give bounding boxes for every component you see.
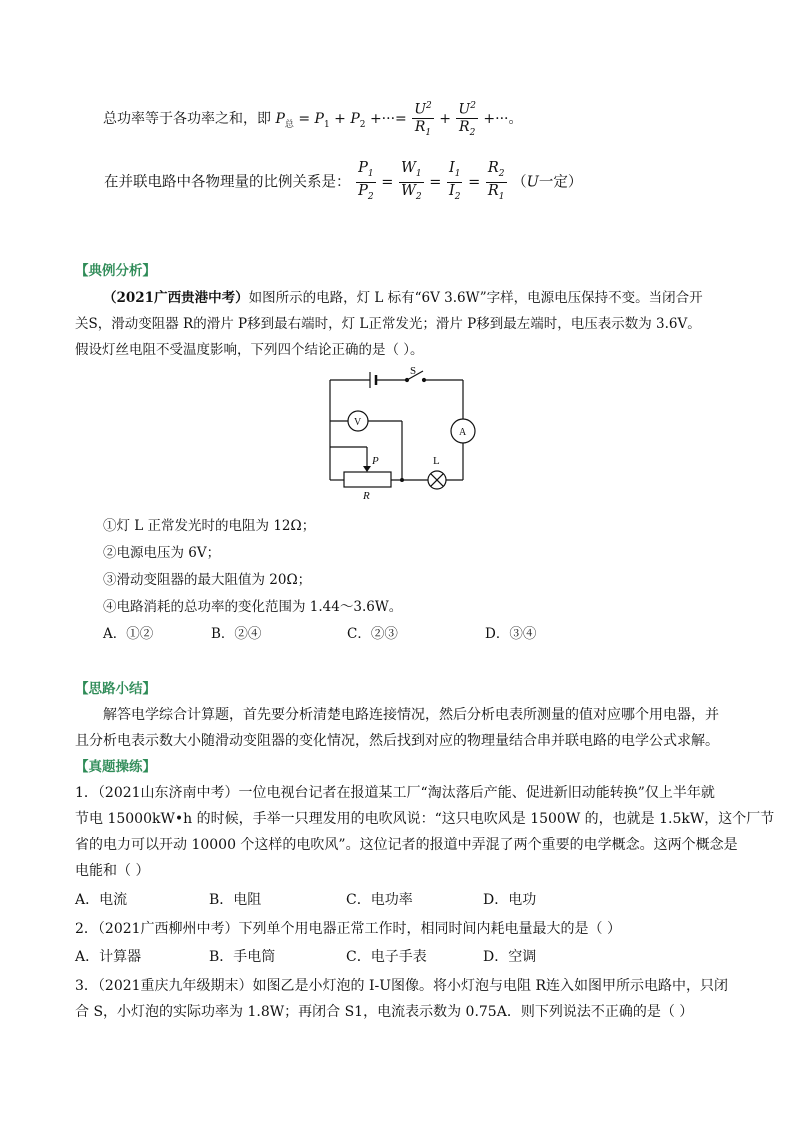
rheostat-label: R [363,490,370,502]
example-options [103,622,583,642]
q1-option-d: D．电功 [483,892,537,908]
q1-option-a: A．电流 [75,892,128,908]
q2-option-b: B．手电筒 [209,949,276,965]
q3-line-1: 3．（2021重庆九年级期末）如图乙是小灯泡的 I-U图像。将小灯泡与电阻 R连入如图甲所示电路中，只闭 [75,978,729,994]
summary-line-2: 且分析电表示数大小随滑动变阻器的变化情况，然后找到对应的物理量结合串并联电路的电学公式求解。 [75,733,719,749]
fraction-u2-over-r1: $\frac{U^2}{R_1}$ [412,98,434,140]
q1-options [75,889,595,909]
power-sum-formula: 总功率等于各功率之和，即 $P_总 = P_1 + P_2$ +···= $\frac{U^2}{R_1}$ + $\frac{U^2}{R_2}$ +···。 [103,98,522,140]
q1-option-b: B．电阻 [209,892,262,908]
example-line-1: （2021广西贵港中考）如图所示的电路，灯 L 标有“6V 3.6W”字样，电源电压保持不变。当闭合开 [103,290,703,306]
circuit-diagram [320,362,500,502]
switch-label: S [410,365,417,377]
fraction-u2-over-r2: $\frac{U^2}{R_2}$ [456,98,478,140]
lamp-label: L [433,455,440,467]
example-option-a: A．①② [103,626,154,642]
formula-lead-text: 在并联电路中各物理量的比例关系是： [104,174,351,191]
ammeter-label: A [459,427,467,438]
fraction-i1-i2: $\frac{I_1}{I_2}$ [449,160,461,202]
q2-line-1: 2．（2021广西柳州中考）下列单个用电器正常工作时，相同时间内耗电量最大的是（ ） [75,921,621,937]
q2-option-a: A．计算器 [75,949,142,965]
example-option-d: D．③④ [485,626,537,642]
example-line-2: 关S，滑动变阻器 R的滑片 P移到最右端时，灯 L正常发光；滑片 P移到最左端时，电压表示数为 3.6V。 [75,316,701,332]
voltmeter-label: V [354,417,362,428]
fraction-r2-r1: $\frac{R_2}{R_1}$ [487,160,505,202]
q2-option-c: C．电子手表 [346,949,427,965]
q1-line-2: 节电 15000kW•h 的时候，手举一只理发用的电吹风说：“这只电吹风是 1500W 的，也就是 1.5kW，这个厂节 [75,811,775,827]
q3-line-2: 合 S，小灯泡的实际功率为 1.8W；再闭合 S1，电流表示数为 0.75A．则下列说法不正确的是（ ） [75,1004,694,1020]
fraction-p1-p2: $\frac{P_1}{P_2}$ [358,160,374,202]
practice-heading: 【真题操练】 [75,759,156,775]
example-option-c: C．②③ [347,626,398,642]
statement-1: ①灯 L 正常发光时的电阻为 12Ω； [103,518,316,534]
formula-lead-text: 总功率等于各功率之和，即 [103,111,271,128]
example-heading: 【典例分析】 [75,263,156,279]
statement-2: ②电源电压为 6V； [103,545,221,561]
rheostat-body [344,472,391,487]
example-line-3: 假设灯丝电阻不受温度影响，下列四个结论正确的是（ ）。 [75,342,424,358]
q2-option-d: D．空调 [483,949,537,965]
example-source: （2021广西贵港中考） [103,290,249,306]
example-option-b: B．②④ [211,626,262,642]
q1-line-3: 省的电力可以开动 10000 个这样的电吹风”。这位记者的报道中弄混了两个重要的电学概念。这两个概念是 [75,837,738,853]
parallel-ratio-formula: 在并联电路中各物理量的比例关系是： $\frac{P_1}{P_2}$ = $\frac{W_1}{W_2}$ = $\frac{I_1}{I_2}$ = $\frac{R_2}{R_1}$ （U一定） [104,160,582,205]
statement-3: ③滑动变阻器的最大阻值为 20Ω； [103,572,312,588]
summary-heading: 【思路小结】 [75,681,156,697]
slider-arrowhead [363,466,371,472]
fraction-w1-w2: $\frac{W_1}{W_2}$ [400,160,422,202]
q1-option-c: C．电功率 [346,892,413,908]
q1-line-1: 1．（2021山东济南中考）一位电视台记者在报道某工厂“淘汰落后产能、促进新旧动能转换”仅上半年就 [75,785,715,801]
summary-line-1: 解答电学综合计算题，首先要分析清楚电路连接情况，然后分析电表所测量的值对应哪个用电器，并 [103,707,719,723]
statement-4: ④电路消耗的总功率的变化范围为 1.44～3.6W。 [103,599,403,615]
slider-label: P [372,455,379,467]
q1-line-4: 电能和（ ） [75,863,150,879]
q2-options [75,946,595,966]
